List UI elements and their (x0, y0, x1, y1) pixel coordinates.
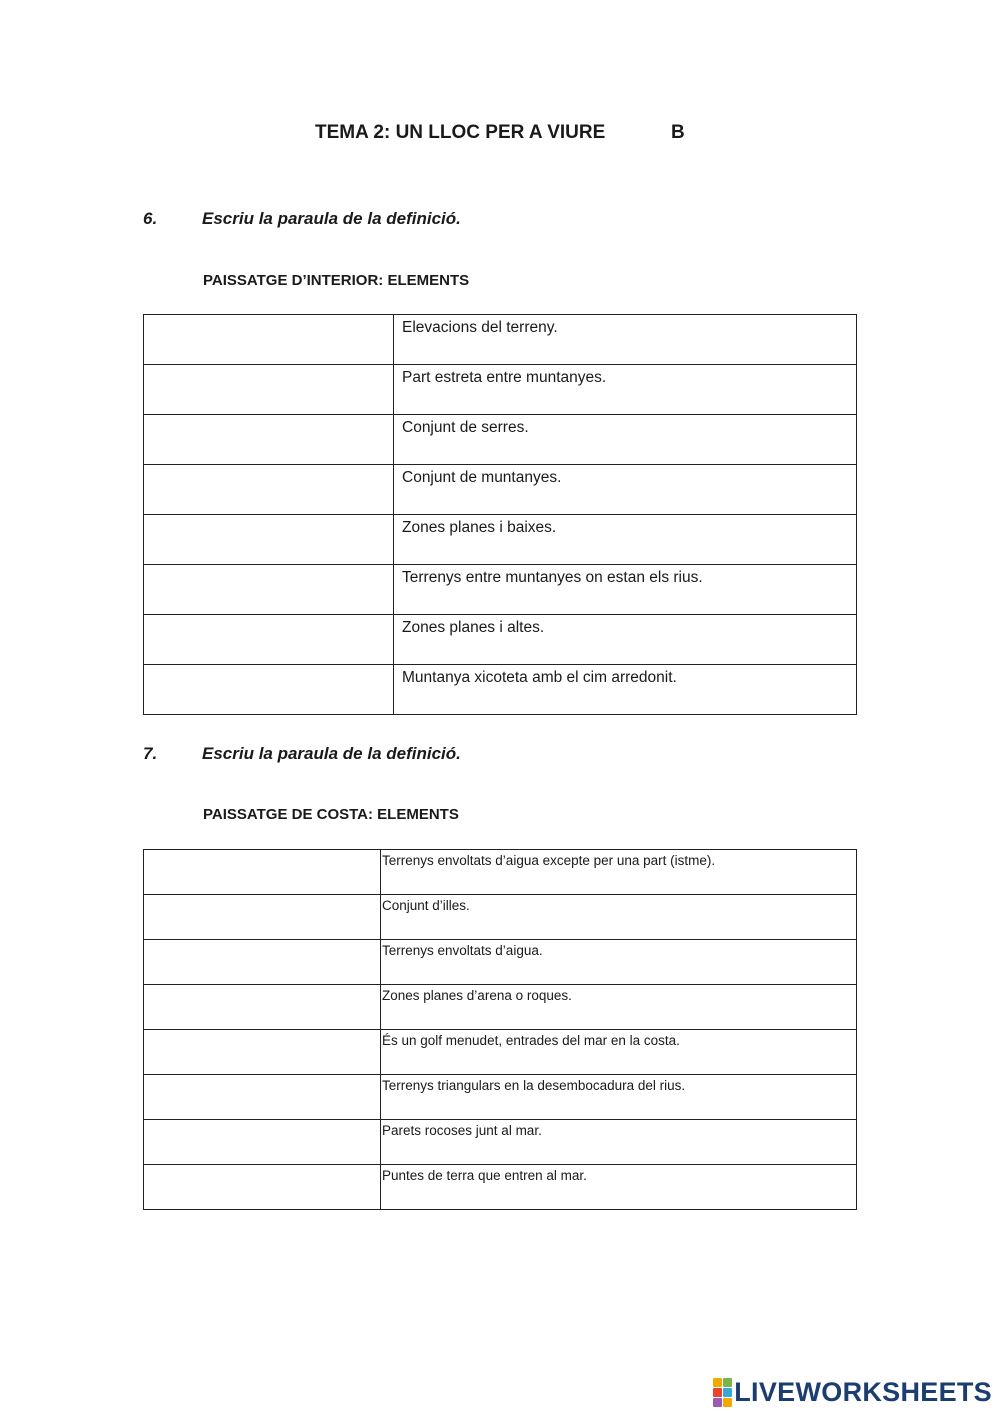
definition-cell: Conjunt de muntanyes. (394, 465, 857, 515)
definition-cell: Zones planes i baixes. (394, 515, 857, 565)
exercise-7-subtitle: PAISSATGE DE COSTA: ELEMENTS (203, 806, 459, 823)
logo-block (723, 1388, 732, 1397)
definition-cell: Puntes de terra que entren al mar. (381, 1165, 857, 1210)
table-row (144, 415, 857, 465)
answer-cell[interactable] (144, 1165, 381, 1210)
table-row (144, 315, 857, 365)
definition-cell: Terrenys envoltats d’aigua excepte per una part (istme). (381, 850, 857, 895)
definition-cell: Elevacions del terreny. (394, 315, 857, 365)
answer-cell[interactable] (144, 1075, 381, 1120)
table-row (144, 895, 857, 940)
logo-icon (713, 1378, 732, 1407)
answer-cell[interactable] (144, 615, 394, 665)
logo-block (723, 1378, 732, 1387)
exercise-7-instruction: Escriu la paraula de la definició. (202, 744, 461, 763)
answer-cell[interactable] (144, 1030, 381, 1075)
definition-cell: Muntanya xicoteta amb el cim arredonit. (394, 665, 857, 715)
answer-cell[interactable] (144, 315, 394, 365)
table-row (144, 465, 857, 515)
definition-cell: Conjunt d’illes. (381, 895, 857, 940)
definition-cell: Part estreta entre muntanyes. (394, 365, 857, 415)
exercise-6-table (143, 314, 857, 715)
title-variant: B (671, 122, 685, 143)
answer-cell[interactable] (144, 365, 394, 415)
logo-block (713, 1398, 722, 1407)
table-row (144, 940, 857, 985)
logo-block (723, 1398, 732, 1407)
answer-cell[interactable] (144, 850, 381, 895)
table-row (144, 565, 857, 615)
definition-cell: Zones planes d’arena o roques. (381, 985, 857, 1030)
answer-cell[interactable] (144, 895, 381, 940)
table-row (144, 1075, 857, 1120)
answer-cell[interactable] (144, 415, 394, 465)
exercise-6-instruction: Escriu la paraula de la definició. (202, 209, 461, 228)
table-row (144, 1030, 857, 1075)
table-row (144, 985, 857, 1030)
table-row (144, 850, 857, 895)
title-text: TEMA 2: UN LLOC PER A VIURE (315, 122, 606, 143)
answer-cell[interactable] (144, 515, 394, 565)
page-title (315, 122, 685, 144)
answer-cell[interactable] (144, 465, 394, 515)
logo-block (713, 1388, 722, 1397)
definition-cell: Conjunt de serres. (394, 415, 857, 465)
logo-text: LIVEWORKSHEETS (734, 1377, 992, 1407)
table-row (144, 1165, 857, 1210)
table-row (144, 365, 857, 415)
table-row (144, 665, 857, 715)
logo-block (713, 1378, 722, 1387)
table-row (144, 1120, 857, 1165)
exercise-7-heading (143, 744, 461, 764)
liveworksheets-logo (713, 1377, 992, 1408)
definition-cell: Terrenys triangulars en la desembocadura del rius. (381, 1075, 857, 1120)
exercise-6-subtitle: PAISSATGE D’INTERIOR: ELEMENTS (203, 272, 470, 289)
exercise-7-number: 7. (143, 744, 158, 763)
table-row (144, 515, 857, 565)
definition-cell: Parets rocoses junt al mar. (381, 1120, 857, 1165)
exercise-6-heading (143, 209, 461, 229)
definition-cell: Terrenys envoltats d’aigua. (381, 940, 857, 985)
definition-cell: És un golf menudet, entrades del mar en la costa. (381, 1030, 857, 1075)
exercise-7-table (143, 849, 857, 1210)
answer-cell[interactable] (144, 940, 381, 985)
table-row (144, 615, 857, 665)
answer-cell[interactable] (144, 985, 381, 1030)
definition-cell: Terrenys entre muntanyes on estan els rius. (394, 565, 857, 615)
answer-cell[interactable] (144, 565, 394, 615)
answer-cell[interactable] (144, 665, 394, 715)
answer-cell[interactable] (144, 1120, 381, 1165)
exercise-6-number: 6. (143, 209, 158, 228)
definition-cell: Zones planes i altes. (394, 615, 857, 665)
